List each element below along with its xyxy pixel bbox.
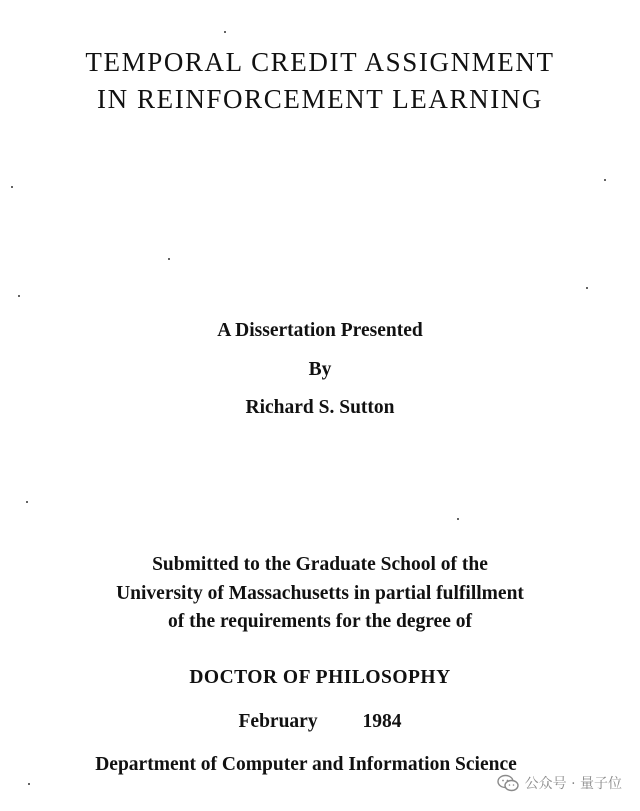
author-name: Richard S. Sutton <box>245 397 395 418</box>
scan-speck <box>586 287 588 289</box>
watermark-text: 公众号 · 量子位 <box>524 776 622 792</box>
scan-speck <box>168 258 170 260</box>
wechat-icon <box>497 774 519 792</box>
scan-speck <box>11 186 13 188</box>
date-year: 1984 <box>362 711 402 732</box>
date-month: February <box>238 711 318 732</box>
date-row <box>0 711 640 733</box>
title-line-1: TEMPORAL CREDIT ASSIGNMENT <box>85 47 555 77</box>
scan-speck <box>457 518 459 520</box>
scan-speck <box>224 31 226 33</box>
submission-line-1: Submitted to the Graduate School of the <box>152 554 488 575</box>
title-line-2: IN REINFORCEMENT LEARNING <box>97 84 543 114</box>
scan-speck <box>26 501 28 503</box>
submission-line-3: of the requirements for the degree of <box>168 611 472 632</box>
department-line: Department of Computer and Information Science <box>95 754 517 775</box>
scan-speck <box>28 783 30 785</box>
degree-name: DOCTOR OF PHILOSOPHY <box>189 667 451 688</box>
scan-speck <box>604 179 606 181</box>
scan-speck <box>18 295 20 297</box>
presentation-line: A Dissertation Presented <box>217 320 423 341</box>
submission-line-2: University of Massachusetts in partial fulfillment <box>116 583 524 604</box>
watermark <box>497 773 622 793</box>
by-line: By <box>308 359 332 380</box>
